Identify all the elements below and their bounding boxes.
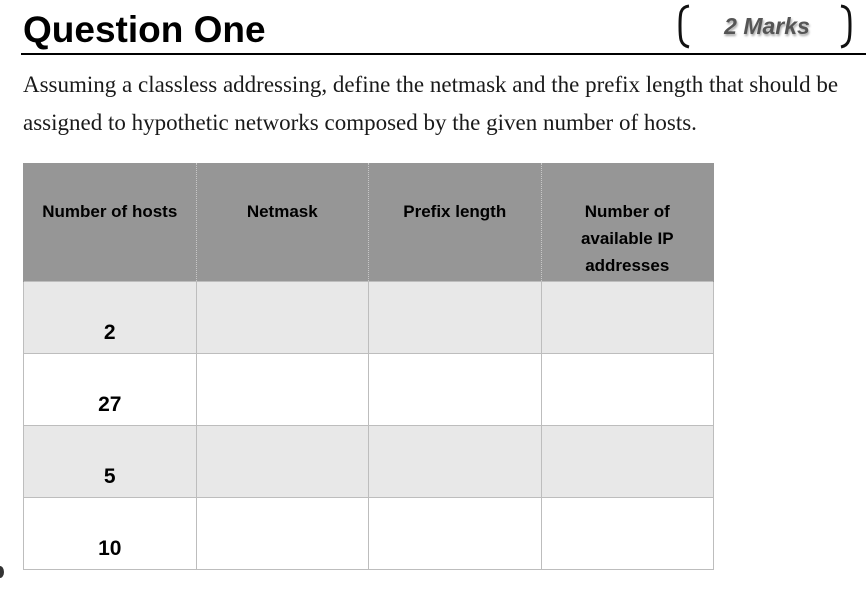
table-row [24, 425, 714, 497]
table-row [24, 353, 714, 425]
marks-badge [677, 4, 857, 48]
available-ip-cell[interactable] [541, 281, 714, 353]
hosts-cell: 10 [24, 497, 197, 569]
available-ip-cell[interactable] [541, 497, 714, 569]
title-divider [21, 53, 866, 55]
hosts-cell: 2 [24, 281, 197, 353]
hosts-cell: 27 [24, 353, 197, 425]
header-number-of-hosts: Number of hosts [24, 163, 197, 281]
table-row [24, 281, 714, 353]
marks-label: 2 Marks [724, 13, 810, 39]
table-header-row [24, 163, 714, 281]
page-edge-mark [0, 566, 4, 578]
netmask-cell[interactable] [196, 353, 369, 425]
netmask-cell[interactable] [196, 425, 369, 497]
table-row [24, 497, 714, 569]
prefix-cell[interactable] [369, 281, 542, 353]
prefix-cell[interactable] [369, 425, 542, 497]
header-netmask: Netmask [196, 163, 369, 281]
available-ip-cell[interactable] [541, 425, 714, 497]
available-ip-cell[interactable] [541, 353, 714, 425]
netmask-cell[interactable] [196, 281, 369, 353]
header-prefix-length: Prefix length [369, 163, 542, 281]
hosts-cell: 5 [24, 425, 197, 497]
netmask-cell[interactable] [196, 497, 369, 569]
question-title: Question One [23, 9, 266, 50]
question-text: Assuming a classless addressing, define the netmask and the prefix length that should be assigned to hypothetic networks composed by the given number of hosts. [23, 72, 839, 135]
prefix-cell[interactable] [369, 497, 542, 569]
prefix-cell[interactable] [369, 353, 542, 425]
header-available-ip-addresses: Number of available IP addresses [541, 163, 714, 281]
hosts-table [23, 163, 714, 570]
